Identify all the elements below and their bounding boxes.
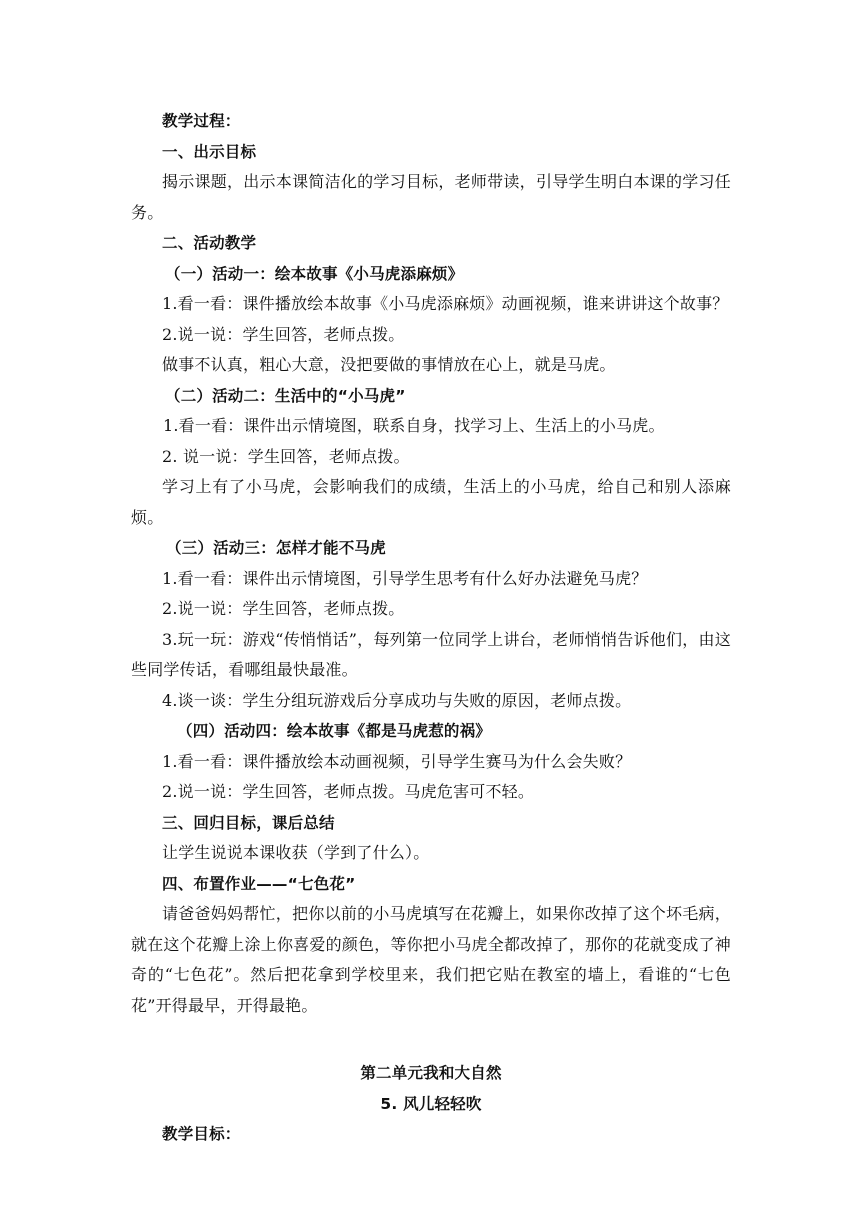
spacer: [131, 1021, 731, 1048]
activity-2-item-1: 1.看一看：课件出示情境图，联系自身，找学习上、生活上的小马虎。: [163, 416, 665, 435]
section-3-text: 让学生说说本课收获（学到了什么）。: [162, 843, 430, 862]
activity-2-item-2: 2. 说一说：学生回答，老师点拨。: [162, 446, 410, 466]
activity-4-heading: （四）活动四：绘本故事《都是马虎惹的祸》: [177, 722, 492, 740]
activity-4-item-2: 2.说一说：学生回答，老师点拨。马虎危害可不轻。: [162, 782, 535, 801]
activity-2-summary: 学习上有了小马虎，会影响我们的成绩，生活上的小马虎，给自己和别人添麻烦。: [131, 477, 731, 527]
section-3-heading: 三、回归目标，课后总结: [162, 813, 335, 832]
goals-heading: 教学目标：: [162, 1125, 241, 1143]
activity-2-heading: （二）活动二：生活中的“小马虎”: [165, 386, 406, 405]
activity-3-item-2: 2.说一说：学生回答，老师点拨。: [162, 599, 405, 618]
activity-1-summary: 做事不认真，粗心大意，没把要做的事情放在心上，就是马虎。: [162, 355, 616, 374]
process-heading: 教学过程：: [162, 112, 241, 130]
activity-3-item-3: 3.玩一玩：游戏“传悄悄话”，每列第一位同学上讲台，老师悄悄告诉他们，由这些同学传话，看哪组最快最准。: [131, 629, 731, 679]
section-1-text: 揭示课题，出示本课简洁化的学习目标，老师带读，引导学生明白本课的学习任务。: [131, 172, 731, 222]
section-2-heading: 二、活动教学: [162, 234, 257, 252]
activity-3-heading: （三）活动三：怎样才能不马虎: [166, 539, 386, 557]
activity-3-item-1: 1.看一看：课件出示情境图，引导学生思考有什么好办法避免马虎？: [162, 568, 648, 588]
activity-1-heading: （一）活动一：绘本故事《小马虎添麻烦》: [165, 264, 464, 283]
activity-1-item-1: 1.看一看：课件播放绘本故事《小马虎添麻烦》动画视频，谁来讲讲这个故事？: [162, 294, 729, 313]
activity-4-item-1: 1.看一看：课件播放绘本动画视频，引导学生赛马为什么会失败？: [162, 751, 632, 771]
document-page: [131, 106, 731, 1150]
section-1-heading: 一、出示目标: [162, 142, 257, 161]
section-4-text: 请爸爸妈妈帮忙，把你以前的小马虎填写在花瓣上，如果你改掉了这个坏毛病，就在这个花瓣上涂上你喜爱的颜色，等你把小马虎全都改掉了，那你的花就变成了神奇的“七色花”。然后把花拿到学校里来，我们把它贴在教室的墙上，看谁的“七色花”开得最早，开得最艳。: [131, 904, 731, 1015]
activity-1-item-2: 2.说一说：学生回答，老师点拨。: [162, 324, 405, 344]
section-4-heading: 四、布置作业——“七色花”: [162, 874, 356, 893]
lesson-title: 5. 风儿轻轻吹: [380, 1094, 482, 1113]
unit-title: 第二单元我和大自然: [360, 1064, 502, 1082]
activity-3-item-4: 4.谈一谈：学生分组玩游戏后分享成功与失败的原因，老师点拨。: [162, 690, 632, 710]
